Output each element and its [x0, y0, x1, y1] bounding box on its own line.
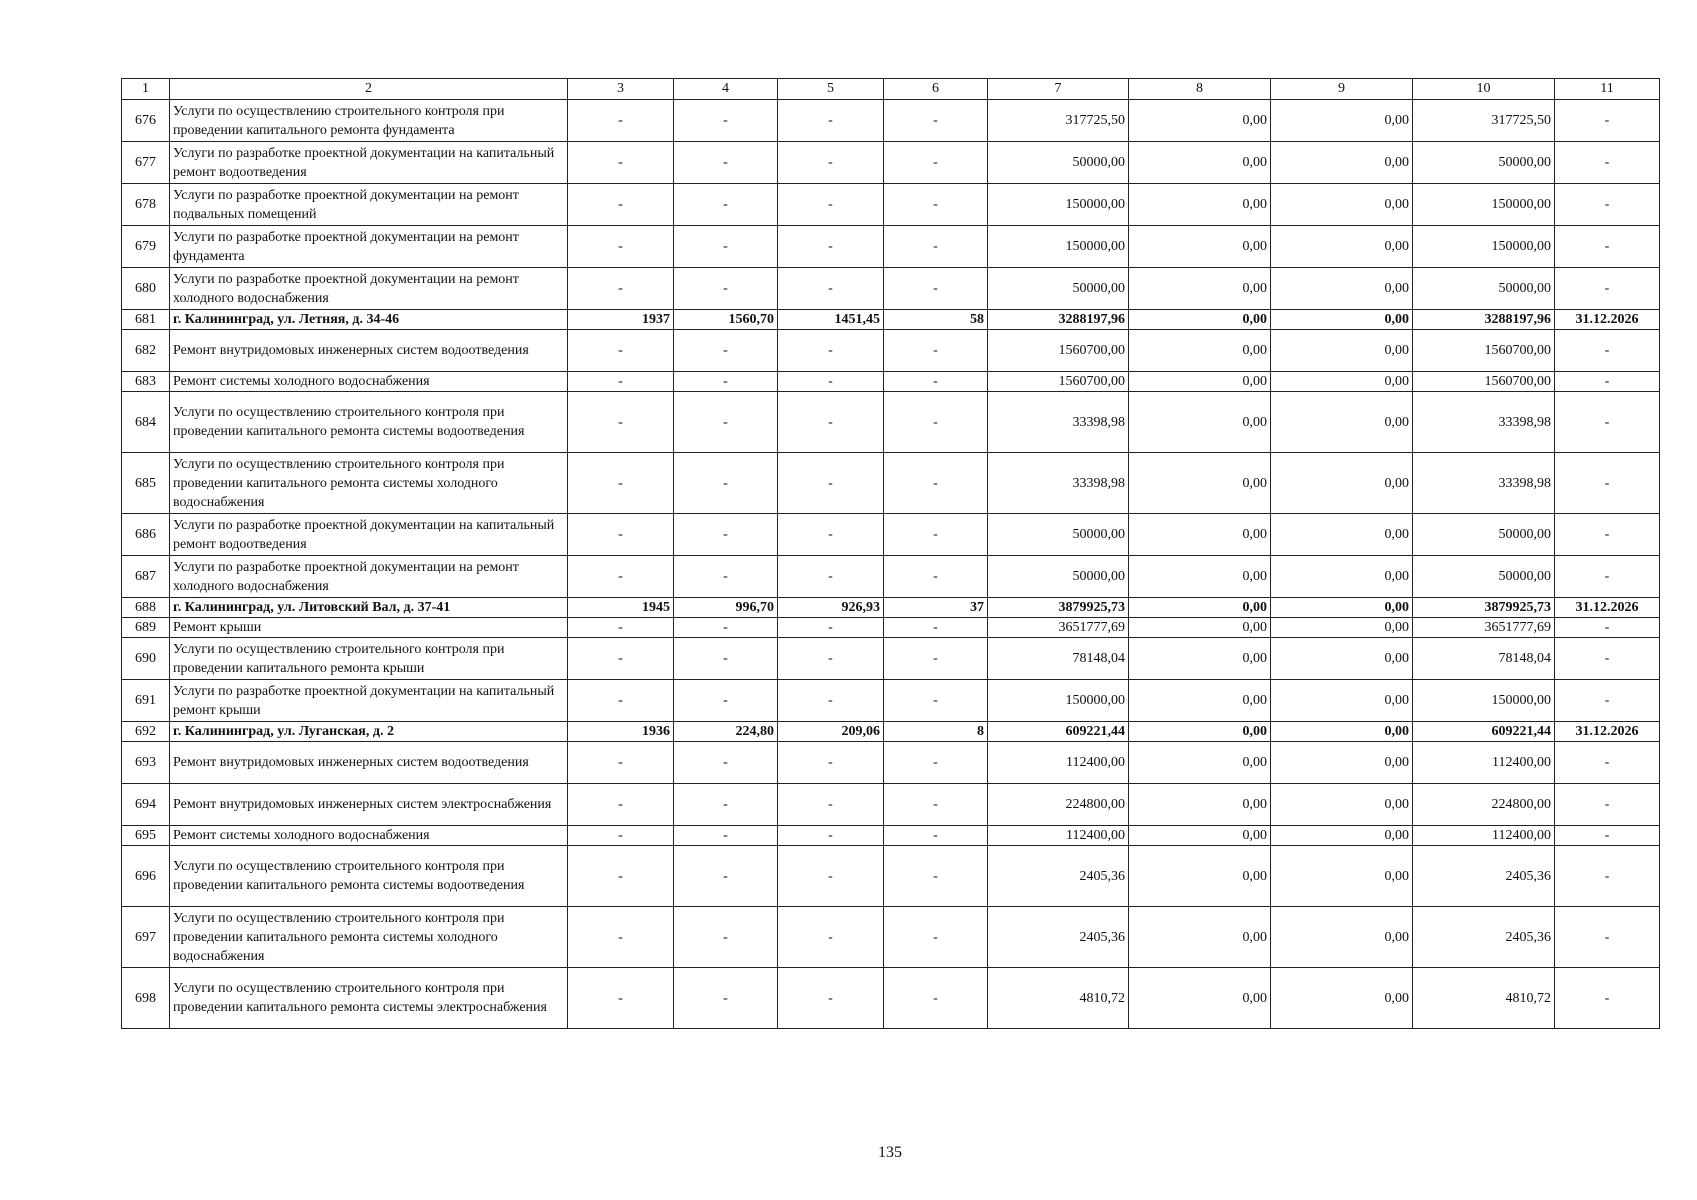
cell-col-4: -	[674, 907, 778, 968]
cell-col-11: -	[1555, 453, 1660, 514]
table-row	[122, 556, 1660, 598]
work-name: Услуги по разработке проектной документации на ремонт фундамента	[170, 226, 568, 268]
cell-col-3: -	[568, 638, 674, 680]
cell-col-7: 33398,98	[988, 453, 1129, 514]
work-name: Ремонт внутридомовых инженерных систем электроснабжения	[170, 784, 568, 826]
cell-col-10: 2405,36	[1413, 907, 1555, 968]
cell-col-8: 0,00	[1129, 184, 1271, 226]
cell-col-7: 1560700,00	[988, 372, 1129, 392]
row-number: 680	[122, 268, 170, 310]
cell-col-11: -	[1555, 784, 1660, 826]
cell-col-3: -	[568, 453, 674, 514]
cell-col-7: 112400,00	[988, 826, 1129, 846]
cell-col-8: 0,00	[1129, 907, 1271, 968]
cell-col-10: 78148,04	[1413, 638, 1555, 680]
cell-col-11: 31.12.2026	[1555, 310, 1660, 330]
table-row	[122, 514, 1660, 556]
cell-col-5: -	[778, 514, 884, 556]
row-number: 677	[122, 142, 170, 184]
table-row	[122, 392, 1660, 453]
cell-col-5: -	[778, 742, 884, 784]
work-name: Услуги по разработке проектной документации на ремонт подвальных помещений	[170, 184, 568, 226]
work-name: Услуги по осуществлению строительного контроля при проведении капитального ремонта крыши	[170, 638, 568, 680]
cell-col-3: -	[568, 846, 674, 907]
cell-col-5: -	[778, 100, 884, 142]
row-number: 691	[122, 680, 170, 722]
work-name: г. Калининград, ул. Летняя, д. 34-46	[170, 310, 568, 330]
table-row	[122, 742, 1660, 784]
cell-col-8: 0,00	[1129, 226, 1271, 268]
row-number: 687	[122, 556, 170, 598]
cell-col-9: 0,00	[1271, 310, 1413, 330]
cell-col-5: -	[778, 372, 884, 392]
cell-col-11: -	[1555, 330, 1660, 372]
cell-col-3: -	[568, 268, 674, 310]
row-number: 688	[122, 598, 170, 618]
cell-col-7: 2405,36	[988, 907, 1129, 968]
cell-col-7: 33398,98	[988, 392, 1129, 453]
cell-col-9: 0,00	[1271, 907, 1413, 968]
cell-col-11: -	[1555, 680, 1660, 722]
cell-col-7: 1560700,00	[988, 330, 1129, 372]
cell-col-7: 609221,44	[988, 722, 1129, 742]
work-name: Ремонт системы холодного водоснабжения	[170, 372, 568, 392]
cell-col-6: -	[884, 556, 988, 598]
cell-col-6: -	[884, 514, 988, 556]
row-number: 684	[122, 392, 170, 453]
cell-col-11: -	[1555, 268, 1660, 310]
cell-col-8: 0,00	[1129, 310, 1271, 330]
cell-col-5: -	[778, 226, 884, 268]
cell-col-10: 317725,50	[1413, 100, 1555, 142]
cell-col-3: -	[568, 556, 674, 598]
cell-col-7: 112400,00	[988, 742, 1129, 784]
cell-col-11: -	[1555, 372, 1660, 392]
work-name: г. Калининград, ул. Литовский Вал, д. 37-41	[170, 598, 568, 618]
row-number: 685	[122, 453, 170, 514]
row-number: 690	[122, 638, 170, 680]
work-name: Ремонт системы холодного водоснабжения	[170, 826, 568, 846]
cell-col-8: 0,00	[1129, 638, 1271, 680]
cell-col-11: 31.12.2026	[1555, 598, 1660, 618]
header-cell: 10	[1413, 79, 1555, 100]
cell-col-6: -	[884, 453, 988, 514]
cell-col-6: -	[884, 826, 988, 846]
cell-col-9: 0,00	[1271, 826, 1413, 846]
cell-col-6: -	[884, 638, 988, 680]
cell-col-7: 50000,00	[988, 514, 1129, 556]
cell-col-10: 50000,00	[1413, 556, 1555, 598]
cell-col-10: 112400,00	[1413, 742, 1555, 784]
cell-col-3: -	[568, 514, 674, 556]
header-cell: 8	[1129, 79, 1271, 100]
table-row	[122, 372, 1660, 392]
cell-col-5: -	[778, 680, 884, 722]
table-row	[122, 100, 1660, 142]
header-cell: 5	[778, 79, 884, 100]
row-number: 695	[122, 826, 170, 846]
cell-col-7: 2405,36	[988, 846, 1129, 907]
cell-col-4: -	[674, 142, 778, 184]
cell-col-11: -	[1555, 638, 1660, 680]
cell-col-9: 0,00	[1271, 680, 1413, 722]
cell-col-10: 3288197,96	[1413, 310, 1555, 330]
cell-col-6: -	[884, 184, 988, 226]
header-cell: 6	[884, 79, 988, 100]
row-number: 686	[122, 514, 170, 556]
cell-col-3: -	[568, 392, 674, 453]
row-number: 692	[122, 722, 170, 742]
table-row	[122, 968, 1660, 1029]
row-number: 694	[122, 784, 170, 826]
cell-col-10: 3879925,73	[1413, 598, 1555, 618]
cell-col-10: 4810,72	[1413, 968, 1555, 1029]
cell-col-6: -	[884, 226, 988, 268]
cell-col-4: -	[674, 226, 778, 268]
cell-col-9: 0,00	[1271, 514, 1413, 556]
row-number: 697	[122, 907, 170, 968]
cell-col-6: -	[884, 330, 988, 372]
cell-col-6: -	[884, 618, 988, 638]
work-name: Услуги по осуществлению строительного контроля при проведении капитального ремонта фундамента	[170, 100, 568, 142]
work-name: Ремонт внутридомовых инженерных систем водоотведения	[170, 330, 568, 372]
cell-col-5: -	[778, 392, 884, 453]
cell-col-10: 50000,00	[1413, 142, 1555, 184]
cell-col-3: -	[568, 372, 674, 392]
work-name: Услуги по осуществлению строительного контроля при проведении капитального ремонта системы водоотведения	[170, 392, 568, 453]
cell-col-4: -	[674, 268, 778, 310]
header-cell: 4	[674, 79, 778, 100]
row-number: 689	[122, 618, 170, 638]
work-name: Услуги по осуществлению строительного контроля при проведении капитального ремонта системы водоотведения	[170, 846, 568, 907]
cell-col-9: 0,00	[1271, 618, 1413, 638]
cell-col-10: 33398,98	[1413, 392, 1555, 453]
cell-col-5: 1451,45	[778, 310, 884, 330]
cell-col-4: 224,80	[674, 722, 778, 742]
cell-col-9: 0,00	[1271, 142, 1413, 184]
cell-col-10: 150000,00	[1413, 680, 1555, 722]
cell-col-8: 0,00	[1129, 453, 1271, 514]
cell-col-5: -	[778, 638, 884, 680]
cell-col-5: 926,93	[778, 598, 884, 618]
cell-col-3: -	[568, 784, 674, 826]
cell-col-3: -	[568, 226, 674, 268]
table-row	[122, 638, 1660, 680]
cell-col-9: 0,00	[1271, 330, 1413, 372]
cell-col-11: -	[1555, 100, 1660, 142]
cell-col-8: 0,00	[1129, 722, 1271, 742]
cell-col-10: 50000,00	[1413, 268, 1555, 310]
cell-col-5: -	[778, 142, 884, 184]
cell-col-7: 150000,00	[988, 226, 1129, 268]
column-number-header	[122, 79, 1660, 100]
cell-col-4: -	[674, 846, 778, 907]
cell-col-5: -	[778, 330, 884, 372]
cell-col-5: -	[778, 184, 884, 226]
cell-col-10: 1560700,00	[1413, 330, 1555, 372]
work-name: Ремонт внутридомовых инженерных систем водоотведения	[170, 742, 568, 784]
capital-repair-table	[121, 78, 1660, 1029]
cell-col-11: -	[1555, 846, 1660, 907]
cell-col-7: 3651777,69	[988, 618, 1129, 638]
header-cell: 9	[1271, 79, 1413, 100]
cell-col-7: 50000,00	[988, 556, 1129, 598]
cell-col-3: -	[568, 907, 674, 968]
cell-col-5: -	[778, 784, 884, 826]
header-cell: 11	[1555, 79, 1660, 100]
cell-col-8: 0,00	[1129, 784, 1271, 826]
cell-col-9: 0,00	[1271, 556, 1413, 598]
cell-col-11: -	[1555, 968, 1660, 1029]
table-row	[122, 598, 1660, 618]
cell-col-9: 0,00	[1271, 372, 1413, 392]
cell-col-11: 31.12.2026	[1555, 722, 1660, 742]
cell-col-7: 317725,50	[988, 100, 1129, 142]
cell-col-8: 0,00	[1129, 330, 1271, 372]
header-cell: 1	[122, 79, 170, 100]
cell-col-9: 0,00	[1271, 100, 1413, 142]
cell-col-3: -	[568, 100, 674, 142]
cell-col-7: 4810,72	[988, 968, 1129, 1029]
work-name: Услуги по разработке проектной документации на капитальный ремонт крыши	[170, 680, 568, 722]
row-number: 681	[122, 310, 170, 330]
cell-col-5: -	[778, 268, 884, 310]
cell-col-11: -	[1555, 556, 1660, 598]
row-number: 683	[122, 372, 170, 392]
cell-col-9: 0,00	[1271, 226, 1413, 268]
cell-col-10: 50000,00	[1413, 514, 1555, 556]
cell-col-4: -	[674, 680, 778, 722]
cell-col-9: 0,00	[1271, 742, 1413, 784]
table-row	[122, 142, 1660, 184]
cell-col-10: 609221,44	[1413, 722, 1555, 742]
cell-col-7: 150000,00	[988, 680, 1129, 722]
table-row	[122, 618, 1660, 638]
work-name: Услуги по осуществлению строительного контроля при проведении капитального ремонта системы холодного водоснабжения	[170, 907, 568, 968]
cell-col-7: 3288197,96	[988, 310, 1129, 330]
cell-col-4: -	[674, 968, 778, 1029]
cell-col-7: 224800,00	[988, 784, 1129, 826]
cell-col-9: 0,00	[1271, 184, 1413, 226]
cell-col-6: -	[884, 680, 988, 722]
cell-col-8: 0,00	[1129, 100, 1271, 142]
row-number: 682	[122, 330, 170, 372]
cell-col-3: 1945	[568, 598, 674, 618]
cell-col-3: 1936	[568, 722, 674, 742]
cell-col-5: -	[778, 556, 884, 598]
page-number: 135	[878, 1144, 902, 1161]
cell-col-3: -	[568, 184, 674, 226]
cell-col-11: -	[1555, 742, 1660, 784]
cell-col-5: -	[778, 968, 884, 1029]
table-row	[122, 226, 1660, 268]
cell-col-6: -	[884, 100, 988, 142]
cell-col-11: -	[1555, 826, 1660, 846]
cell-col-6: -	[884, 742, 988, 784]
cell-col-11: -	[1555, 184, 1660, 226]
cell-col-4: 1560,70	[674, 310, 778, 330]
cell-col-4: -	[674, 330, 778, 372]
cell-col-6: 58	[884, 310, 988, 330]
cell-col-4: -	[674, 100, 778, 142]
cell-col-8: 0,00	[1129, 514, 1271, 556]
cell-col-4: -	[674, 618, 778, 638]
cell-col-4: -	[674, 556, 778, 598]
cell-col-7: 50000,00	[988, 142, 1129, 184]
cell-col-5: 209,06	[778, 722, 884, 742]
row-number: 693	[122, 742, 170, 784]
cell-col-8: 0,00	[1129, 372, 1271, 392]
cell-col-6: -	[884, 784, 988, 826]
cell-col-3: 1937	[568, 310, 674, 330]
cell-col-4: -	[674, 184, 778, 226]
cell-col-6: 37	[884, 598, 988, 618]
row-number: 678	[122, 184, 170, 226]
cell-col-3: -	[568, 968, 674, 1029]
table-row	[122, 907, 1660, 968]
cell-col-3: -	[568, 330, 674, 372]
cell-col-6: -	[884, 372, 988, 392]
cell-col-5: -	[778, 907, 884, 968]
cell-col-8: 0,00	[1129, 392, 1271, 453]
cell-col-6: 8	[884, 722, 988, 742]
header-cell: 7	[988, 79, 1129, 100]
cell-col-9: 0,00	[1271, 968, 1413, 1029]
work-name: Услуги по осуществлению строительного контроля при проведении капитального ремонта системы электроснабжения	[170, 968, 568, 1029]
cell-col-7: 78148,04	[988, 638, 1129, 680]
cell-col-11: -	[1555, 618, 1660, 638]
cell-col-4: -	[674, 638, 778, 680]
cell-col-5: -	[778, 846, 884, 907]
cell-col-6: -	[884, 392, 988, 453]
work-name: Услуги по разработке проектной документации на капитальный ремонт водоотведения	[170, 142, 568, 184]
cell-col-11: -	[1555, 226, 1660, 268]
work-name: Ремонт крыши	[170, 618, 568, 638]
cell-col-5: -	[778, 618, 884, 638]
table-row	[122, 826, 1660, 846]
header-cell: 2	[170, 79, 568, 100]
cell-col-10: 3651777,69	[1413, 618, 1555, 638]
cell-col-4: -	[674, 372, 778, 392]
cell-col-4: -	[674, 392, 778, 453]
work-name: Услуги по разработке проектной документации на ремонт холодного водоснабжения	[170, 556, 568, 598]
cell-col-10: 1560700,00	[1413, 372, 1555, 392]
cell-col-9: 0,00	[1271, 453, 1413, 514]
cell-col-7: 3879925,73	[988, 598, 1129, 618]
cell-col-8: 0,00	[1129, 968, 1271, 1029]
table-row	[122, 330, 1660, 372]
cell-col-6: -	[884, 142, 988, 184]
cell-col-10: 224800,00	[1413, 784, 1555, 826]
cell-col-10: 150000,00	[1413, 226, 1555, 268]
cell-col-3: -	[568, 826, 674, 846]
row-number: 676	[122, 100, 170, 142]
cell-col-3: -	[568, 742, 674, 784]
cell-col-6: -	[884, 846, 988, 907]
cell-col-10: 33398,98	[1413, 453, 1555, 514]
cell-col-8: 0,00	[1129, 846, 1271, 907]
work-name: г. Калининград, ул. Луганская, д. 2	[170, 722, 568, 742]
row-number: 698	[122, 968, 170, 1029]
cell-col-8: 0,00	[1129, 680, 1271, 722]
cell-col-4: -	[674, 826, 778, 846]
cell-col-9: 0,00	[1271, 784, 1413, 826]
work-name: Услуги по осуществлению строительного контроля при проведении капитального ремонта системы холодного водоснабжения	[170, 453, 568, 514]
cell-col-8: 0,00	[1129, 826, 1271, 846]
row-number: 696	[122, 846, 170, 907]
table-row	[122, 722, 1660, 742]
cell-col-3: -	[568, 618, 674, 638]
cell-col-4: -	[674, 742, 778, 784]
cell-col-4: 996,70	[674, 598, 778, 618]
cell-col-11: -	[1555, 392, 1660, 453]
work-name: Услуги по разработке проектной документации на капитальный ремонт водоотведения	[170, 514, 568, 556]
cell-col-5: -	[778, 826, 884, 846]
table-row	[122, 453, 1660, 514]
cell-col-8: 0,00	[1129, 618, 1271, 638]
cell-col-11: -	[1555, 142, 1660, 184]
cell-col-6: -	[884, 268, 988, 310]
table-row	[122, 846, 1660, 907]
cell-col-10: 150000,00	[1413, 184, 1555, 226]
cell-col-9: 0,00	[1271, 846, 1413, 907]
cell-col-4: -	[674, 514, 778, 556]
cell-col-9: 0,00	[1271, 722, 1413, 742]
table-row	[122, 680, 1660, 722]
cell-col-9: 0,00	[1271, 268, 1413, 310]
cell-col-4: -	[674, 784, 778, 826]
table-row	[122, 784, 1660, 826]
cell-col-5: -	[778, 453, 884, 514]
table-row	[122, 268, 1660, 310]
row-number: 679	[122, 226, 170, 268]
cell-col-6: -	[884, 968, 988, 1029]
cell-col-6: -	[884, 907, 988, 968]
cell-col-8: 0,00	[1129, 598, 1271, 618]
header-cell: 3	[568, 79, 674, 100]
table-row	[122, 310, 1660, 330]
cell-col-9: 0,00	[1271, 392, 1413, 453]
cell-col-10: 2405,36	[1413, 846, 1555, 907]
cell-col-4: -	[674, 453, 778, 514]
cell-col-3: -	[568, 680, 674, 722]
cell-col-9: 0,00	[1271, 598, 1413, 618]
cell-col-11: -	[1555, 907, 1660, 968]
cell-col-8: 0,00	[1129, 556, 1271, 598]
cell-col-7: 150000,00	[988, 184, 1129, 226]
cell-col-3: -	[568, 142, 674, 184]
cell-col-8: 0,00	[1129, 742, 1271, 784]
cell-col-7: 50000,00	[988, 268, 1129, 310]
cell-col-10: 112400,00	[1413, 826, 1555, 846]
cell-col-8: 0,00	[1129, 142, 1271, 184]
table-row	[122, 184, 1660, 226]
work-name: Услуги по разработке проектной документации на ремонт холодного водоснабжения	[170, 268, 568, 310]
cell-col-9: 0,00	[1271, 638, 1413, 680]
cell-col-8: 0,00	[1129, 268, 1271, 310]
cell-col-11: -	[1555, 514, 1660, 556]
